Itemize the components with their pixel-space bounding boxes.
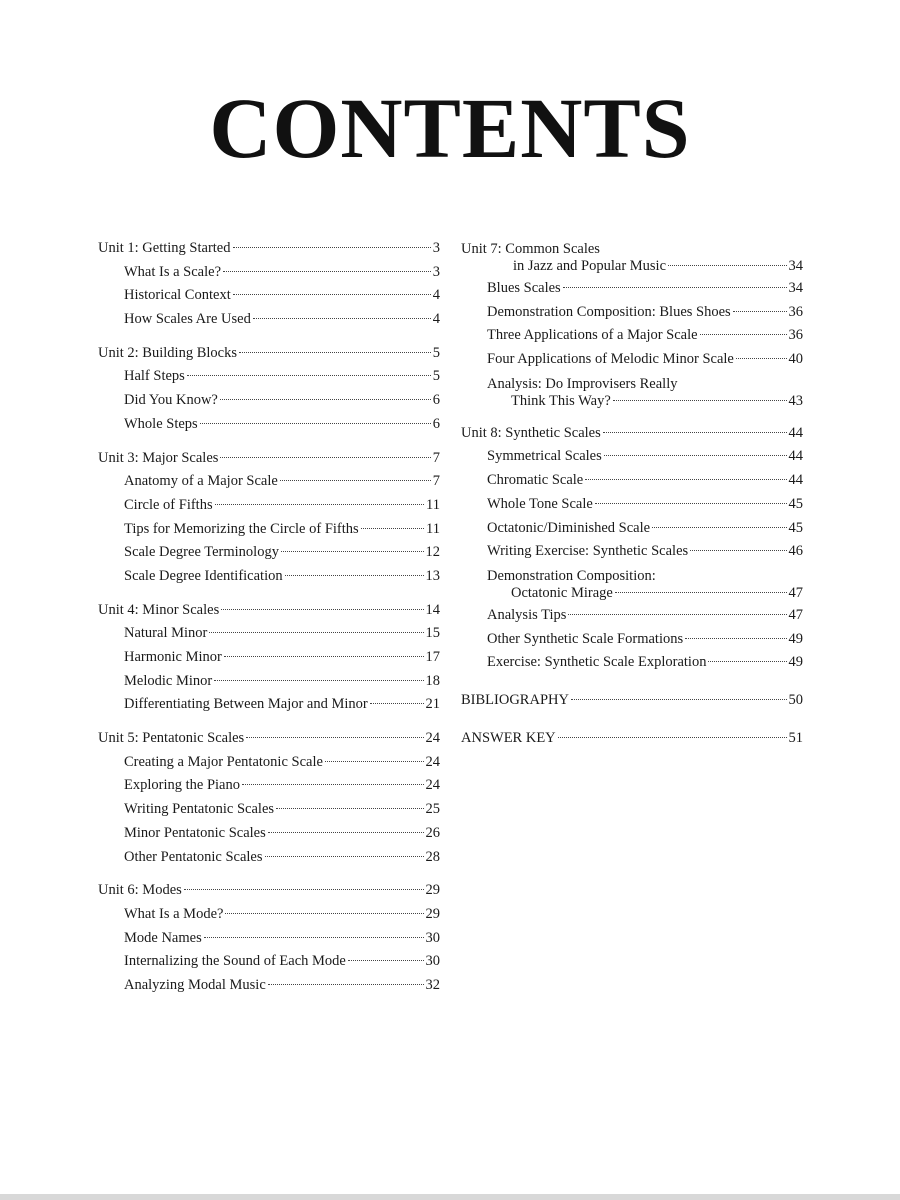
toc-entry[interactable] — [461, 448, 803, 472]
page-bottom-edge — [0, 1194, 900, 1200]
dot-leader — [361, 528, 424, 529]
toc-entry-label: ANSWER KEY — [461, 729, 556, 746]
toc-entry[interactable] — [461, 472, 803, 496]
toc-page-number: 50 — [788, 691, 803, 708]
toc-page-number: 49 — [788, 654, 803, 671]
toc-entry-unit-8[interactable] — [461, 425, 803, 449]
toc-page-number: 15 — [425, 625, 440, 642]
toc-entry[interactable] — [98, 906, 440, 930]
toc-entry[interactable] — [461, 543, 803, 567]
toc-entry-label: in Jazz and Popular Music — [513, 258, 667, 274]
toc-page-number: 6 — [432, 392, 440, 409]
dot-leader — [239, 352, 431, 353]
toc-entry-unit-3[interactable] — [98, 450, 440, 474]
toc-entry[interactable] — [98, 825, 440, 849]
toc-page-number: 34 — [788, 280, 803, 296]
toc-page-number: 17 — [425, 649, 440, 665]
toc-entry-label: Mode Names — [124, 929, 202, 946]
dot-leader — [668, 265, 786, 266]
toc-entry-label: Anatomy of a Major Scale — [124, 473, 278, 490]
dot-leader — [204, 937, 424, 938]
toc-page-number: 47 — [788, 606, 803, 623]
dot-leader — [736, 358, 787, 359]
toc-entry[interactable] — [98, 673, 440, 697]
toc-entry[interactable] — [98, 754, 440, 778]
toc-entry-label: How Scales Are Used — [124, 311, 251, 328]
toc-entry[interactable] — [98, 953, 440, 977]
toc-entry-label: Analyzing Modal Music — [124, 976, 266, 993]
toc-page-number: 21 — [425, 696, 440, 713]
toc-page-number: 44 — [788, 448, 803, 465]
toc-entry-label: Exploring the Piano — [124, 777, 240, 794]
toc-entry[interactable] — [98, 649, 440, 673]
toc-entry[interactable] — [98, 849, 440, 873]
toc-entry-answer-key[interactable] — [461, 730, 803, 754]
dot-leader — [242, 784, 424, 785]
toc-page-number: 6 — [432, 415, 440, 432]
toc-entry-label: Unit 6: Modes — [98, 882, 182, 899]
toc-page-number: 26 — [425, 824, 440, 841]
toc-entry-label: Analysis: Do Improvisers Really — [487, 375, 678, 392]
dot-leader — [690, 550, 786, 551]
toc-entry[interactable] — [461, 304, 803, 328]
toc-page-number: 36 — [788, 303, 803, 320]
toc-page-number: 18 — [425, 672, 440, 689]
toc-page-number: 14 — [425, 601, 440, 618]
dot-leader — [246, 737, 423, 738]
dot-leader — [253, 318, 431, 319]
toc-entry-label: What Is a Scale? — [124, 263, 222, 280]
toc-entry-label: Other Synthetic Scale Formations — [487, 630, 684, 647]
toc-entry-label: Think This Way? — [511, 392, 611, 409]
toc-page-number: 3 — [432, 263, 440, 280]
toc-entry-label: Scale Degree Identification — [124, 567, 283, 584]
toc-entry[interactable] — [461, 375, 803, 415]
toc-entry[interactable] — [98, 801, 440, 825]
dot-leader — [220, 399, 431, 400]
toc-entry-line-2 — [487, 585, 803, 607]
dot-leader — [281, 551, 424, 552]
page-title: CONTENTS — [209, 80, 691, 176]
toc-page-number: 12 — [425, 544, 440, 561]
toc-entry[interactable] — [98, 311, 440, 335]
toc-entry-label: Did You Know? — [124, 392, 218, 409]
dot-leader — [571, 699, 787, 700]
toc-page-number: 4 — [432, 311, 440, 328]
dot-leader — [563, 287, 787, 288]
dot-leader — [265, 856, 424, 857]
toc-page-number: 11 — [426, 496, 440, 513]
toc-entry-label: Unit 1: Getting Started — [98, 240, 231, 256]
toc-entry-label: Tips for Memorizing the Circle of Fifths — [124, 520, 359, 537]
toc-entry-label: Unit 8: Synthetic Scales — [461, 424, 601, 441]
toc-page-number: 29 — [425, 905, 440, 922]
toc-entry-unit-5[interactable] — [98, 730, 440, 754]
toc-entry-label: Octatonic Mirage — [511, 584, 613, 601]
toc-entry-label: Circle of Fifths — [124, 496, 213, 513]
toc-entry[interactable] — [461, 280, 803, 304]
toc-entry[interactable] — [98, 392, 440, 416]
dot-leader — [348, 960, 424, 961]
toc-entry-label: Writing Exercise: Synthetic Scales — [487, 543, 689, 560]
toc-page-number: 34 — [788, 258, 803, 274]
toc-entry[interactable] — [461, 520, 803, 544]
toc-page-number: 25 — [425, 801, 440, 818]
toc-page-number: 30 — [425, 929, 440, 946]
toc-page-number: 13 — [425, 567, 440, 584]
toc-page-number: 24 — [425, 753, 440, 770]
dot-leader — [221, 609, 423, 610]
dot-leader — [209, 632, 423, 633]
toc-entry[interactable] — [98, 625, 440, 649]
dot-leader — [187, 375, 431, 376]
dot-leader — [220, 457, 430, 458]
dot-leader — [233, 294, 431, 295]
dot-leader — [603, 432, 787, 433]
dot-leader — [280, 480, 431, 481]
toc-page-number: 30 — [425, 953, 440, 970]
toc-entry[interactable] — [98, 473, 440, 497]
toc-entry-label: Unit 3: Major Scales — [98, 449, 219, 466]
dot-leader — [215, 504, 424, 505]
dot-leader — [604, 455, 787, 456]
dot-leader — [595, 503, 787, 504]
toc-entry[interactable] — [461, 607, 803, 631]
dot-leader — [685, 638, 786, 639]
toc-page-number: 46 — [788, 543, 803, 560]
toc-page-number: 24 — [425, 730, 440, 747]
toc-page-number: 7 — [432, 449, 440, 466]
toc-entry-label: Whole Steps — [124, 415, 198, 432]
toc-entry-label: Differentiating Between Major and Minor — [124, 696, 368, 713]
toc-entry[interactable] — [461, 567, 803, 607]
toc-entry-label: Demonstration Composition: — [487, 567, 656, 584]
toc-entry-unit-7[interactable] — [461, 240, 803, 280]
toc-entry[interactable] — [98, 416, 440, 440]
toc-page-number: 24 — [425, 777, 440, 794]
toc-right-column — [461, 240, 803, 753]
toc-entry-label: Harmonic Minor — [124, 649, 222, 665]
toc-entry-label: Half Steps — [124, 368, 185, 385]
toc-entry[interactable] — [461, 654, 803, 678]
toc-entry-label: Creating a Major Pentatonic Scale — [124, 753, 323, 770]
toc-entry-label: Three Applications of a Major Scale — [487, 327, 698, 344]
toc-entry-unit-2[interactable] — [98, 345, 440, 369]
dot-leader — [325, 761, 424, 762]
dot-leader — [615, 592, 787, 593]
toc-entry-label: Internalizing the Sound of Each Mode — [124, 953, 346, 970]
toc-entry-unit-6[interactable] — [98, 882, 440, 906]
toc-entry-label: Analysis Tips — [487, 606, 567, 623]
toc-entry-line-2 — [461, 258, 803, 280]
toc-entry[interactable] — [461, 496, 803, 520]
toc-page-number: 5 — [432, 368, 440, 385]
toc-entry-label: Octatonic/Diminished Scale — [487, 519, 651, 536]
dot-leader — [184, 889, 424, 890]
toc-entry-label: What Is a Mode? — [124, 905, 224, 922]
toc-page-number: 5 — [432, 344, 440, 361]
toc-page-number: 47 — [788, 584, 803, 601]
toc-page-number: 7 — [432, 473, 440, 490]
toc-entry[interactable] — [98, 264, 440, 288]
toc-page-number: 29 — [425, 882, 440, 899]
toc-page-number: 28 — [425, 848, 440, 865]
toc-entry-label: Unit 4: Minor Scales — [98, 601, 220, 618]
toc-entry[interactable] — [98, 544, 440, 568]
dot-leader — [585, 479, 786, 480]
toc-page-number: 4 — [432, 287, 440, 304]
dot-leader — [708, 661, 786, 662]
toc-entry-label: Writing Pentatonic Scales — [124, 801, 275, 818]
dot-leader — [224, 656, 424, 657]
toc-entry-unit-1[interactable] — [98, 240, 440, 264]
toc-entry[interactable] — [98, 368, 440, 392]
toc-entry[interactable] — [98, 287, 440, 311]
toc-entry[interactable] — [98, 521, 440, 545]
toc-entry-label: Chromatic Scale — [487, 472, 584, 489]
dot-leader — [233, 247, 431, 248]
toc-entry-label: Demonstration Composition: Blues Shoes — [487, 303, 731, 320]
toc-entry-label: Natural Minor — [124, 625, 208, 642]
dot-leader — [370, 703, 424, 704]
toc-entry-line-2 — [487, 393, 803, 415]
toc-entry[interactable] — [98, 568, 440, 592]
toc-entry-label: BIBLIOGRAPHY — [461, 691, 569, 708]
dot-leader — [276, 808, 423, 809]
toc-page-number: 3 — [432, 240, 440, 256]
toc-entry[interactable] — [461, 327, 803, 351]
toc-entry-label: Symmetrical Scales — [487, 448, 602, 465]
toc-page-number: 43 — [788, 392, 803, 409]
toc-page-number: 36 — [788, 327, 803, 344]
dot-leader — [733, 311, 787, 312]
toc-entry[interactable] — [98, 696, 440, 720]
toc-entry[interactable] — [98, 977, 440, 1001]
toc-entry-bibliography[interactable] — [461, 692, 803, 716]
dot-leader — [613, 400, 787, 401]
dot-leader — [225, 913, 423, 914]
dot-leader — [285, 575, 424, 576]
toc-page-number: 51 — [788, 729, 803, 746]
toc-entry[interactable] — [98, 777, 440, 801]
toc-entry-label: Unit 2: Building Blocks — [98, 344, 237, 361]
toc-page-number: 49 — [788, 630, 803, 647]
dot-leader — [268, 984, 424, 985]
dot-leader — [214, 680, 423, 681]
toc-entry-unit-4[interactable] — [98, 602, 440, 626]
dot-leader — [652, 527, 786, 528]
toc-entry-label: Exercise: Synthetic Scale Exploration — [487, 654, 707, 671]
toc-entry-label: Blues Scales — [487, 280, 561, 296]
toc-left-column — [98, 240, 440, 1001]
toc-entry-label: Unit 7: Common Scales — [461, 241, 600, 257]
toc-entry-label: Whole Tone Scale — [487, 495, 593, 512]
toc-page-number: 45 — [788, 519, 803, 536]
dot-leader — [558, 737, 787, 738]
dot-leader — [268, 832, 424, 833]
toc-entry-label: Scale Degree Terminology — [124, 544, 279, 561]
toc-entry-label: Melodic Minor — [124, 672, 213, 689]
toc-page-number: 44 — [788, 472, 803, 489]
toc-entry[interactable] — [98, 930, 440, 954]
toc-entry[interactable] — [461, 351, 803, 375]
dot-leader — [700, 334, 787, 335]
dot-leader — [200, 423, 431, 424]
toc-page-number: 40 — [788, 351, 803, 368]
toc-page-number: 11 — [426, 520, 440, 537]
toc-page-number: 32 — [425, 976, 440, 993]
toc-entry-label: Minor Pentatonic Scales — [124, 824, 266, 841]
toc-entry[interactable] — [98, 497, 440, 521]
toc-entry-label: Unit 5: Pentatonic Scales — [98, 730, 245, 747]
toc-entry-label: Other Pentatonic Scales — [124, 848, 263, 865]
toc-page-number: 44 — [788, 424, 803, 441]
toc-entry[interactable] — [461, 631, 803, 655]
dot-leader — [568, 614, 786, 615]
dot-leader — [223, 271, 431, 272]
toc-entry-label: Historical Context — [124, 287, 231, 304]
toc-entry-label: Four Applications of Melodic Minor Scale — [487, 351, 734, 368]
toc-page-number: 45 — [788, 495, 803, 512]
